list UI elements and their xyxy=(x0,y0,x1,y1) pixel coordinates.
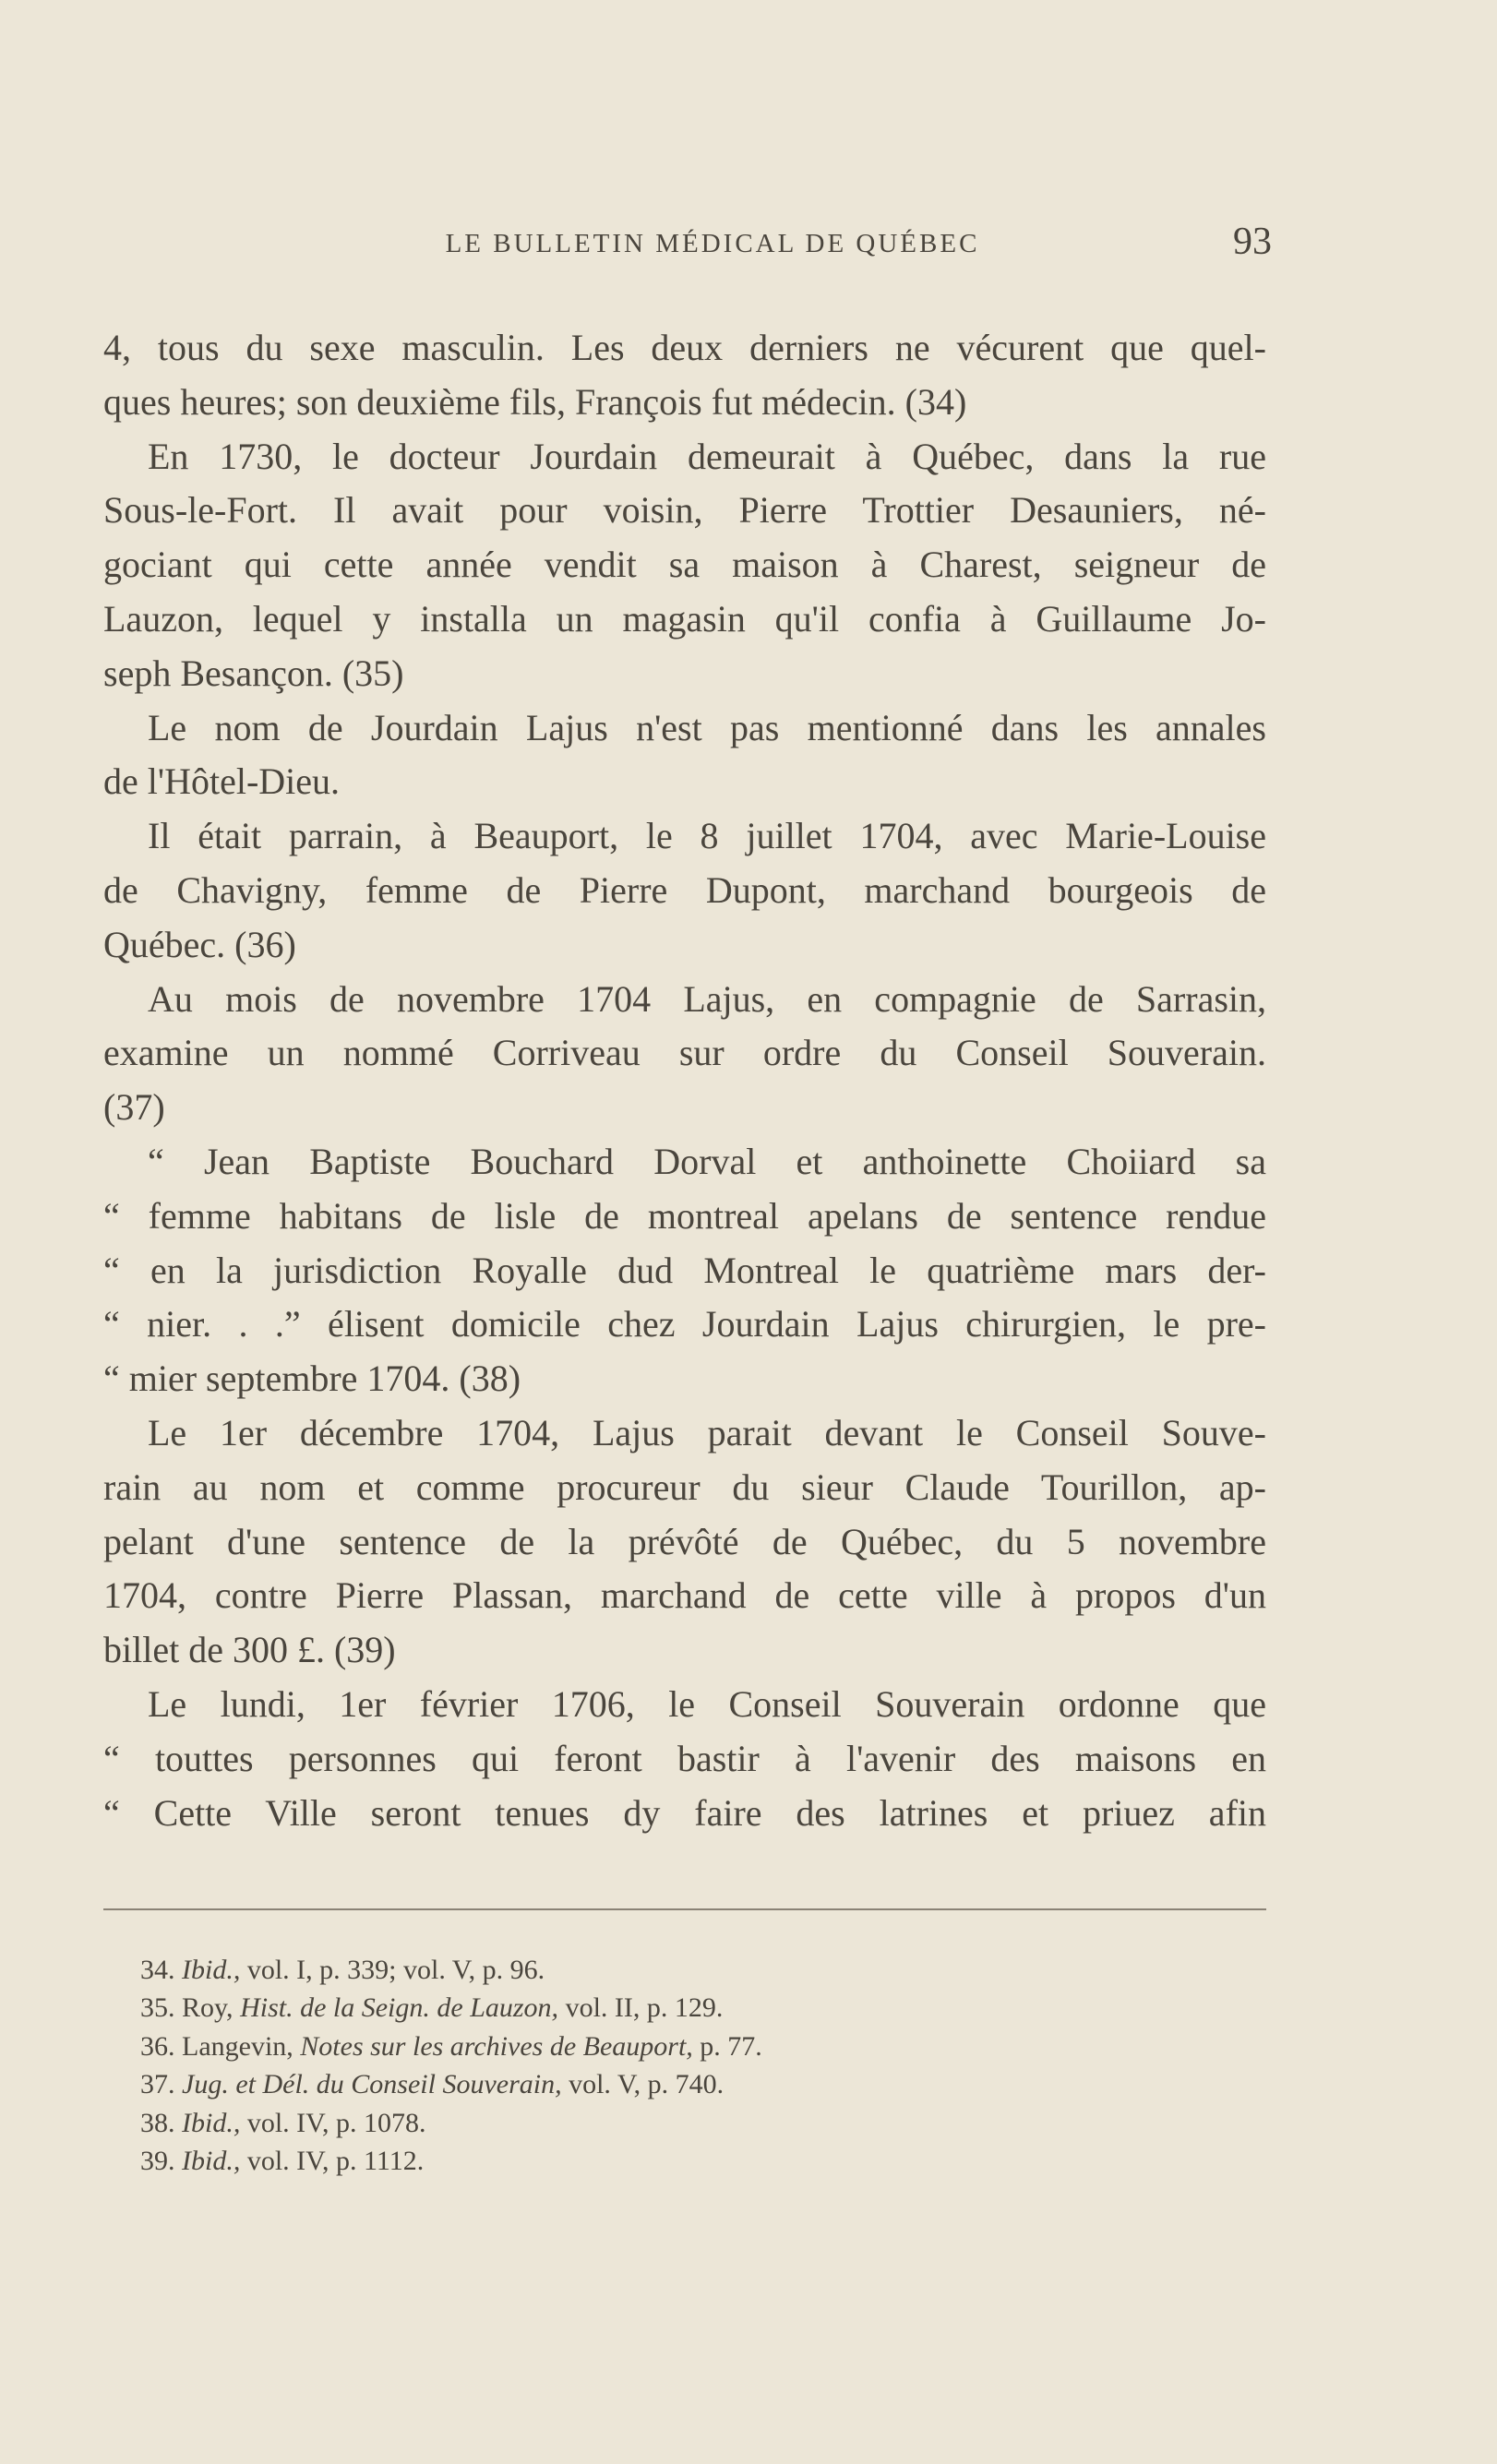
text-line: 1704, contre Pierre Plassan, marchand de cette ville à propos d'un xyxy=(103,1574,1266,1617)
text-line: Le lundi, 1er février 1706, le Conseil Souverain ordonne que xyxy=(148,1682,1266,1725)
text-line: ques heures; son deuxième fils, François fut médecin. (34) xyxy=(103,380,967,423)
text-line: Québec. (36) xyxy=(103,923,296,965)
footnote-number: 39. xyxy=(140,2145,175,2176)
text-line: “ Cette Ville seront tenues dy faire des latrines et priuez afin xyxy=(103,1791,1266,1834)
running-title: LE BULLETIN MÉDICAL DE QUÉBEC xyxy=(445,229,980,258)
text-line: “ femme habitans de lisle de montreal apelans de sentence rendue xyxy=(103,1194,1266,1237)
text-line: de Chavigny, femme de Pierre Dupont, marchand bourgeois de xyxy=(103,868,1266,911)
text-line: Sous-le-Fort. Il avait pour voisin, Pierre Trottier Desauniers, né- xyxy=(103,489,1266,532)
running-head xyxy=(103,220,1272,266)
footnote-author: Roy, xyxy=(182,1992,241,2024)
text-line: “ nier. . .” élisent domicile chez Jourdain Lajus chirurgien, le pre- xyxy=(103,1303,1266,1346)
footnote-reference: vol. I, p. 339; vol. V, p. 96. xyxy=(240,1955,545,1985)
footnote-number: 37. xyxy=(140,2069,175,2100)
footnote-reference: vol. V, p. 740. xyxy=(561,2069,725,2100)
footnote-source-title: Ibid., xyxy=(182,1955,241,1985)
footnote-author: Langevin, xyxy=(182,2030,301,2062)
footnote-source-title: Ibid., xyxy=(182,2107,241,2138)
footnote-reference: p. 77. xyxy=(692,2030,762,2062)
text-line: 4, tous du sexe masculin. Les deux derniers ne vécurent que quel- xyxy=(103,327,1266,368)
footnotes xyxy=(140,1951,1156,2180)
text-line: Le nom de Jourdain Lajus n'est pas mentionné dans les annales xyxy=(148,706,1266,748)
text-line: pelant d'une sentence de la prévôté de Québec, du 5 novembre xyxy=(103,1520,1266,1562)
footnote-number: 36. xyxy=(140,2030,175,2062)
footnote-source-title: Notes sur les archives de Beauport, xyxy=(300,2030,693,2062)
footnote-number: 38. xyxy=(140,2107,175,2138)
footnote-reference: vol. IV, p. 1112. xyxy=(240,2145,425,2176)
text-line: “ touttes personnes qui feront bastir à l'avenir des maisons en xyxy=(103,1737,1266,1779)
text-line: de l'Hôtel-Dieu. xyxy=(103,760,341,803)
footnote xyxy=(140,2142,1156,2180)
footnote xyxy=(140,2065,1156,2103)
footnote xyxy=(140,1989,1156,2027)
footnote-reference: vol. II, p. 129. xyxy=(558,1992,724,2024)
footnote xyxy=(140,1951,1156,1989)
footnote xyxy=(140,2027,1156,2065)
text-line: “ Jean Baptiste Bouchard Dorval et anthoinette Choiiard sa xyxy=(148,1140,1266,1182)
footnote-reference: vol. IV, p. 1078. xyxy=(240,2107,426,2138)
text-line: Le 1er décembre 1704, Lajus parait devant le Conseil Souve- xyxy=(148,1411,1266,1453)
text-line: “ en la jurisdiction Royalle dud Montreal le quatrième mars der- xyxy=(103,1249,1266,1291)
footnote xyxy=(140,2104,1156,2142)
text-line: Lauzon, lequel y installa un magasin qu'il confia à Guillaume Jo- xyxy=(103,597,1266,640)
page-number: 93 xyxy=(1233,221,1272,263)
footnote-number: 34. xyxy=(140,1955,175,1985)
footnote-source-title: Ibid., xyxy=(182,2145,241,2176)
footnote-source-title: Jug. et Dél. du Conseil Souverain, xyxy=(182,2069,562,2100)
text-line: rain au nom et comme procureur du sieur Claude Tourillon, ap- xyxy=(103,1465,1266,1508)
text-line: seph Besançon. (35) xyxy=(103,652,404,694)
text-line: “ mier septembre 1704. (38) xyxy=(103,1358,521,1400)
text-line: Il était parrain, à Beauport, le 8 juillet 1704, avec Marie-Louise xyxy=(148,815,1266,857)
body-text xyxy=(103,321,1266,1840)
footnote-source-title: Hist. de la Seign. de Lauzon, xyxy=(240,1992,559,2024)
text-line: (37) xyxy=(103,1086,165,1129)
text-line: En 1730, le docteur Jourdain demeurait à Québec, dans la rue xyxy=(148,435,1266,477)
text-line: billet de 300 £. (39) xyxy=(103,1629,396,1671)
text-line: gociant qui cette année vendit sa maison à Charest, seigneur de xyxy=(103,544,1266,586)
text-line: examine un nommé Corriveau sur ordre du Conseil Souverain. xyxy=(103,1032,1266,1074)
footnote-divider xyxy=(103,1908,1266,1910)
text-line: Au mois de novembre 1704 Lajus, en compagnie de Sarrasin, xyxy=(148,977,1266,1020)
footnote-number: 35. xyxy=(140,1992,175,2024)
